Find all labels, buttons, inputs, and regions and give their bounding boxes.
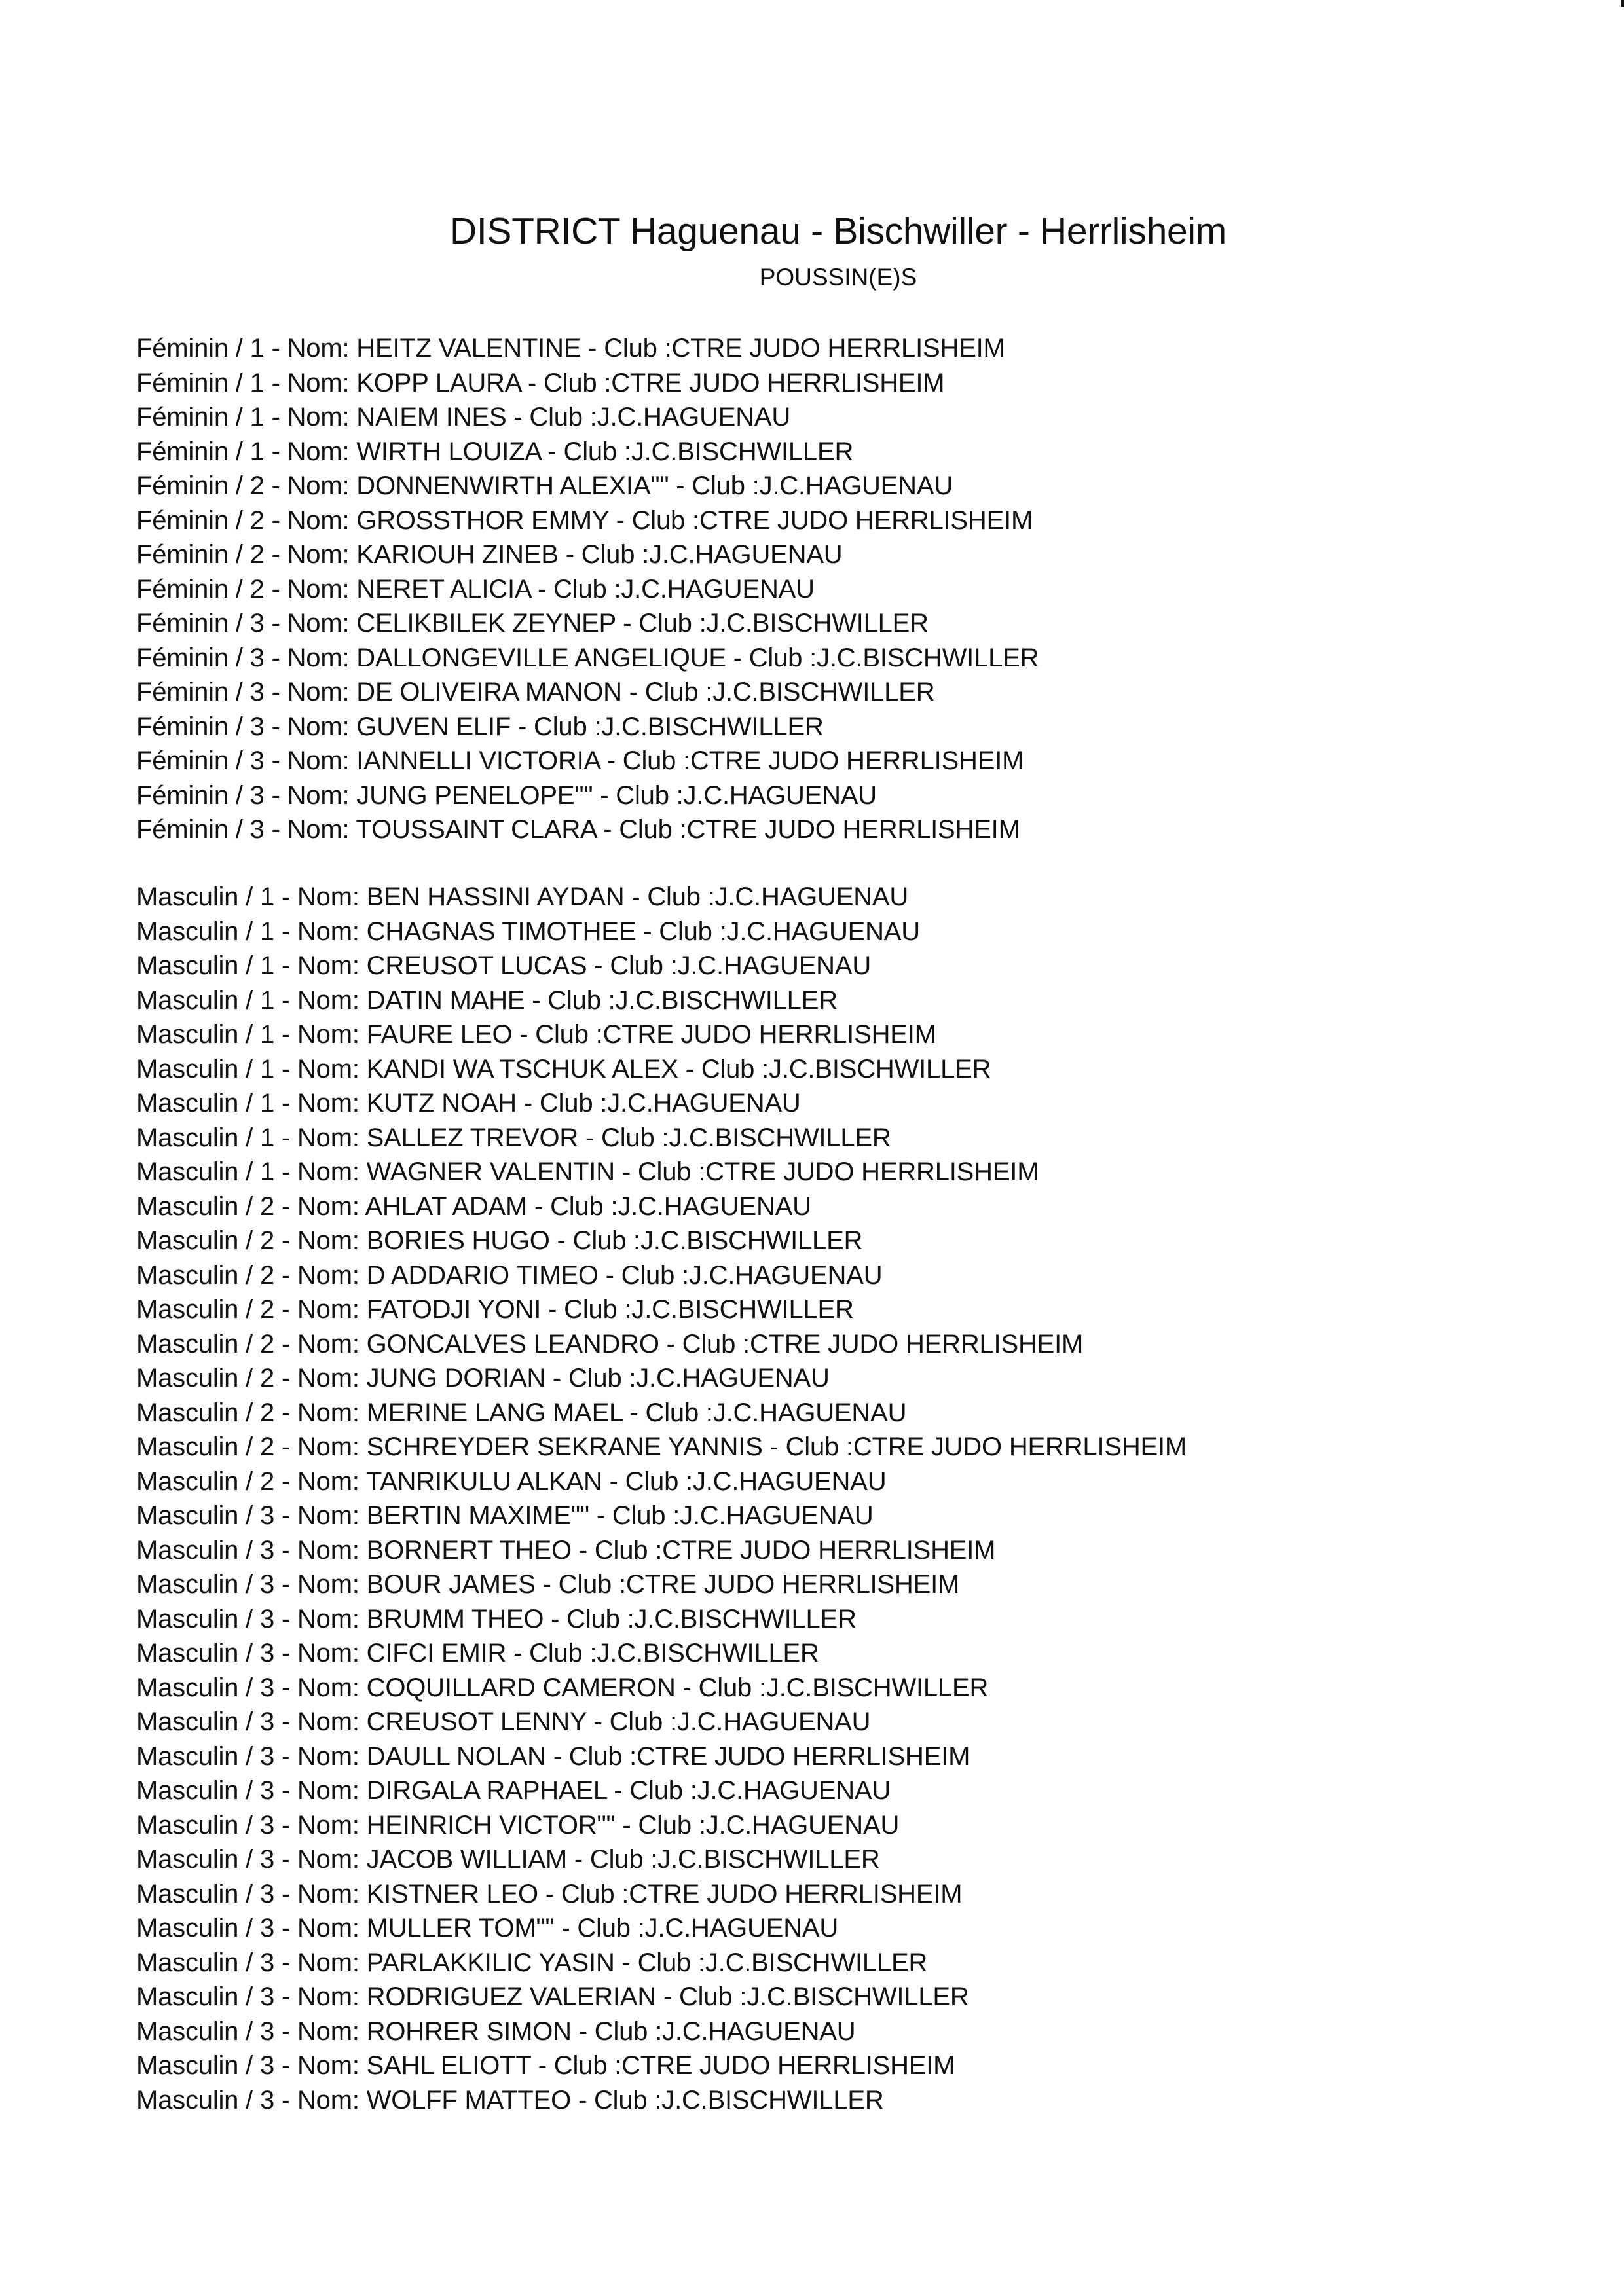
participant-entry: Masculin / 3 - Nom: ROHRER SIMON - Club :J.C.HAGUENAU	[136, 2016, 856, 2046]
participant-entry: Masculin / 3 - Nom: WOLFF MATTEO - Club :J.C.BISCHWILLER	[136, 2085, 884, 2115]
participant-entry: Masculin / 2 - Nom: BORIES HUGO - Club :J.C.BISCHWILLER	[136, 1226, 863, 1255]
participant-entry: Masculin / 1 - Nom: CREUSOT LUCAS - Club :J.C.HAGUENAU	[136, 951, 872, 980]
participant-entry: Masculin / 3 - Nom: PARLAKKILIC YASIN - Club :J.C.BISCHWILLER	[136, 1948, 928, 1977]
participant-entry: Masculin / 2 - Nom: MERINE LANG MAEL - Club :J.C.HAGUENAU	[136, 1398, 907, 1427]
participant-entry: Masculin / 3 - Nom: JACOB WILLIAM - Club :J.C.BISCHWILLER	[136, 1845, 880, 1874]
participant-entry: Masculin / 3 - Nom: CIFCI EMIR - Club :J.C.BISCHWILLER	[136, 1639, 819, 1667]
participant-entry: Masculin / 3 - Nom: SAHL ELIOTT - Club :CTRE JUDO HERRLISHEIM	[136, 2051, 955, 2080]
participant-entry: Féminin / 3 - Nom: JUNG PENELOPE"" - Club :J.C.HAGUENAU	[136, 780, 877, 810]
participant-entry: Masculin / 2 - Nom: D ADDARIO TIMEO - Club :J.C.HAGUENAU	[136, 1260, 883, 1290]
participant-entry: Masculin / 3 - Nom: BORNERT THEO - Club :CTRE JUDO HERRLISHEIM	[136, 1535, 996, 1565]
participant-entry: Féminin / 3 - Nom: DALLONGEVILLE ANGELIQUE - Club :J.C.BISCHWILLER	[136, 643, 1039, 672]
participant-entry: Masculin / 3 - Nom: BRUMM THEO - Club :J.C.BISCHWILLER	[136, 1604, 857, 1633]
participant-entry: Masculin / 2 - Nom: TANRIKULU ALKAN - Club :J.C.HAGUENAU	[136, 1467, 887, 1496]
participant-entry: Féminin / 2 - Nom: KARIOUH ZINEB - Club :J.C.HAGUENAU	[136, 540, 843, 569]
participant-entry: Féminin / 3 - Nom: IANNELLI VICTORIA - Club :CTRE JUDO HERRLISHEIM	[136, 746, 1024, 775]
participant-entry: Féminin / 3 - Nom: CELIKBILEK ZEYNEP - Club :J.C.BISCHWILLER	[136, 609, 929, 638]
category-subtitle: POUSSIN(E)S	[759, 264, 917, 291]
participant-entry: Masculin / 1 - Nom: SALLEZ TREVOR - Club :J.C.BISCHWILLER	[136, 1123, 891, 1152]
participant-entry: Masculin / 1 - Nom: KANDI WA TSCHUK ALEX - Club :J.C.BISCHWILLER	[136, 1054, 991, 1084]
participant-entry: Masculin / 1 - Nom: DATIN MAHE - Club :J.C.BISCHWILLER	[136, 985, 838, 1015]
participant-entry: Masculin / 1 - Nom: CHAGNAS TIMOTHEE - Club :J.C.HAGUENAU	[136, 917, 920, 946]
participant-entry: Féminin / 2 - Nom: GROSSTHOR EMMY - Club :CTRE JUDO HERRLISHEIM	[136, 505, 1033, 535]
participant-entry: Masculin / 2 - Nom: JUNG DORIAN - Club :J.C.HAGUENAU	[136, 1364, 830, 1393]
participant-entry: Féminin / 3 - Nom: GUVEN ELIF - Club :J.C.BISCHWILLER	[136, 712, 824, 741]
participant-entry: Masculin / 3 - Nom: KISTNER LEO - Club :CTRE JUDO HERRLISHEIM	[136, 1879, 963, 1908]
participant-entry: Masculin / 2 - Nom: FATODJI YONI - Club :J.C.BISCHWILLER	[136, 1295, 854, 1324]
participant-entry: Masculin / 3 - Nom: COQUILLARD CAMERON - Club :J.C.BISCHWILLER	[136, 1673, 989, 1702]
participant-entry: Féminin / 3 - Nom: TOUSSAINT CLARA - Club :CTRE JUDO HERRLISHEIM	[136, 815, 1020, 844]
participant-entry: Masculin / 2 - Nom: AHLAT ADAM - Club :J.C.HAGUENAU	[136, 1192, 811, 1221]
participant-entry: Masculin / 3 - Nom: BERTIN MAXIME"" - Club :J.C.HAGUENAU	[136, 1501, 874, 1530]
participant-entry: Féminin / 1 - Nom: HEITZ VALENTINE - Club :CTRE JUDO HERRLISHEIM	[136, 334, 1005, 363]
participant-entry: Masculin / 1 - Nom: BEN HASSINI AYDAN - Club :J.C.HAGUENAU	[136, 883, 909, 911]
participant-entry: Masculin / 1 - Nom: KUTZ NOAH - Club :J.C.HAGUENAU	[136, 1089, 801, 1118]
participant-entry: Masculin / 2 - Nom: GONCALVES LEANDRO - Club :CTRE JUDO HERRLISHEIM	[136, 1329, 1084, 1358]
participant-entry: Féminin / 2 - Nom: NERET ALICIA - Club :J.C.HAGUENAU	[136, 574, 815, 604]
participant-entry: Masculin / 3 - Nom: BOUR JAMES - Club :CTRE JUDO HERRLISHEIM	[136, 1570, 960, 1599]
feminin-list	[136, 331, 1511, 847]
participant-entry: Féminin / 1 - Nom: KOPP LAURA - Club :CTRE JUDO HERRLISHEIM	[136, 368, 945, 397]
participant-entry: Masculin / 3 - Nom: MULLER TOM"" - Club :J.C.HAGUENAU	[136, 1914, 839, 1942]
participant-entry: Masculin / 1 - Nom: FAURE LEO - Club :CTRE JUDO HERRLISHEIM	[136, 1020, 936, 1049]
participant-entry: Masculin / 3 - Nom: DIRGALA RAPHAEL - Club :J.C.HAGUENAU	[136, 1776, 891, 1805]
participant-entry: Masculin / 2 - Nom: SCHREYDER SEKRANE YANNIS - Club :CTRE JUDO HERRLISHEIM	[136, 1432, 1187, 1461]
scan-edge-mark	[1621, 0, 1624, 7]
participant-entry: Féminin / 1 - Nom: NAIEM INES - Club :J.C.HAGUENAU	[136, 403, 791, 431]
document-title: DISTRICT Haguenau - Bischwiller - Herrlisheim	[450, 210, 1227, 252]
participant-entry: Masculin / 3 - Nom: DAULL NOLAN - Club :CTRE JUDO HERRLISHEIM	[136, 1741, 970, 1771]
participant-entry: Féminin / 1 - Nom: WIRTH LOUIZA - Club :J.C.BISCHWILLER	[136, 437, 854, 466]
participant-entry: Féminin / 2 - Nom: DONNENWIRTH ALEXIA"" - Club :J.C.HAGUENAU	[136, 471, 953, 500]
participant-entry: Masculin / 3 - Nom: HEINRICH VICTOR"" - Club :J.C.HAGUENAU	[136, 1810, 900, 1840]
participant-entry: Féminin / 3 - Nom: DE OLIVEIRA MANON - Club :J.C.BISCHWILLER	[136, 678, 935, 706]
participant-entry: Masculin / 3 - Nom: CREUSOT LENNY - Club :J.C.HAGUENAU	[136, 1707, 871, 1736]
participant-entry: Masculin / 1 - Nom: WAGNER VALENTIN - Club :CTRE JUDO HERRLISHEIM	[136, 1157, 1039, 1186]
masculin-list	[136, 880, 1511, 2117]
participant-entry: Masculin / 3 - Nom: RODRIGUEZ VALERIAN - Club :J.C.BISCHWILLER	[136, 1982, 969, 2011]
